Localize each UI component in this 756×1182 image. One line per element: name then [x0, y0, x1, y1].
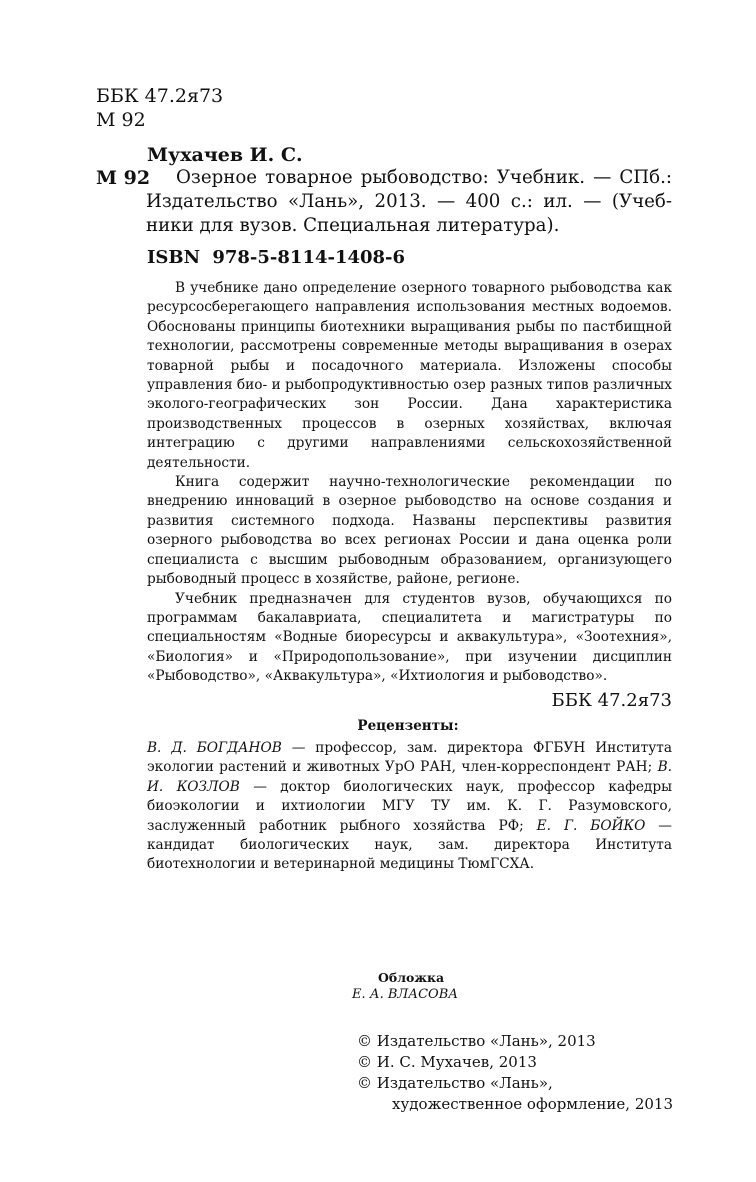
reviewer-text: — профессор, зам. директора ФГБУН Института экологии растений и животных УрО РАН, член-корреспондент РАН; [147, 740, 672, 776]
copyright-continuation: художественное оформление, 2013 [392, 1095, 673, 1113]
cover-heading: Обложка [378, 970, 445, 985]
reviewers-list [147, 739, 672, 875]
reviewer-name: В. Д. БОГДАНОВ [147, 740, 282, 756]
reviewer-text: — доктор биологических наук, профессор кафедры биоэкологии и ихтиологии МГУ ТУ им. К. Г. Разумовского, заслуженный работник рыбного хозяйства РФ; [147, 778, 672, 834]
abstract-paragraph: В учебнике дано определение озерного товарного рыбоводства как ресурсосберегающего направления использования местных водоемов. Обоснованы принципы биотехники выращивания рыбы по пастбищной технологии, рассмотрены современные методы выращивания в озерах товарной рыбы и посадочного материала. Изложены способы управления био- и рыбопродуктивностью озер разных типов различных эколого-географических зон России. Дана характеристика производственных процессов в озерных хозяйствах, включая интеграцию с другими направлениями сельскохозяйственной деятельности. [147, 280, 672, 471]
copyright-block [357, 1031, 673, 1115]
header-classification [96, 84, 223, 132]
abstract-paragraph: Книга содержит научно-технологические рекомендации по внедрению инноваций в озерное рыбоводство на основе создания и развития системного подхода. Названы перспективы развития озерного рыбоводства во всех регионах России и дана оценка роли специалиста с высшим рыбоводным образованием, организующего рыбоводный процесс в хозяйстве, районе, регионе. [147, 474, 672, 588]
abstract [147, 279, 672, 687]
description-line: Озерное товарное рыбоводство: Учебник. — СПб.: [176, 167, 672, 188]
isbn: ISBN 978-5-8114-1408-6 [147, 247, 406, 268]
bbk-code: ББК 47.2я73 [96, 85, 224, 107]
book-description [146, 166, 672, 238]
description-line: Издательство «Лань», 2013. — 400 с.: ил. — (Учеб- [146, 191, 672, 212]
book-code: М 92 [96, 167, 151, 189]
copyright-line: © И. С. Мухачев, 2013 [357, 1053, 537, 1071]
abstract-paragraph: Учебник предназначен для студентов вузов, обучающихся по программам бакалавриата, специалитета и магистратуры по специальностям «Водные биоресурсы и аквакультура», «Зоотехния», «Биология» и «Природопользование», при изучении дисциплин «Рыбоводство», «Аквакультура», «Ихтиология и рыбоводство». [147, 590, 672, 685]
copyright-line: © Издательство «Лань», [357, 1074, 553, 1092]
bbk-code-bottom: ББК 47.2я73 [551, 690, 672, 711]
reviewer-name: Е. Г. БОЙКО [536, 817, 646, 834]
reviewers-text [147, 739, 672, 875]
author-sign: М 92 [96, 109, 146, 131]
cover-designer: Е. А. ВЛАСОВА [352, 987, 459, 1002]
description-line: ники для вузов. Специальная литература). [146, 215, 560, 236]
copyright-line: © Издательство «Лань», 2013 [357, 1032, 596, 1050]
reviewers-heading: Рецензенты: [357, 718, 459, 734]
reviewer-text: — кандидат биологических наук, зам. директора Института биотехнологии и ветеринарной медицины ТюмГСХА. [147, 817, 672, 873]
book-author: Мухачев И. С. [147, 144, 303, 166]
reviewer-name: В. И. КОЗЛОВ [147, 759, 672, 795]
